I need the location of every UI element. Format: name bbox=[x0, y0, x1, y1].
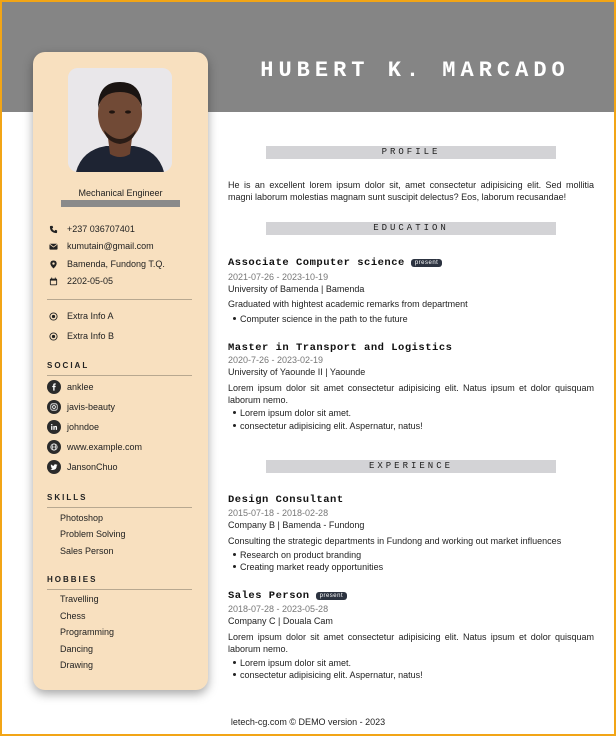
candidate-name: HUBERT K. MARCADO bbox=[260, 58, 570, 83]
hobby-item: Dancing bbox=[60, 644, 94, 654]
bullet-item: consectetur adipisicing elit. Aspernatur, natus! bbox=[240, 670, 423, 680]
experience-title-text: Design Consultant bbox=[228, 494, 344, 506]
education-heading: EDUCATION bbox=[266, 222, 556, 235]
social-link-website[interactable] bbox=[47, 440, 142, 454]
experience-desc: Lorem ipsum dolor sit amet consectetur adipisicing elit. Natus ipsum et dolor quisquam laborum nemo. bbox=[228, 632, 594, 654]
bullet-item: Research on product branding bbox=[240, 550, 362, 560]
contact-email bbox=[49, 241, 154, 251]
facebook-icon bbox=[47, 380, 61, 394]
hobbies-heading: HOBBIES bbox=[47, 575, 98, 584]
social-label: www.example.com bbox=[67, 442, 143, 452]
hobby-item: Drawing bbox=[60, 660, 94, 670]
experience-title bbox=[228, 494, 344, 506]
experience-heading: EXPERIENCE bbox=[266, 460, 556, 473]
experience-title bbox=[228, 590, 347, 602]
experience-org: Company B | Bamenda - Fundong bbox=[228, 520, 365, 530]
social-heading: SOCIAL bbox=[47, 361, 90, 370]
profile-heading: PROFILE bbox=[266, 146, 556, 159]
email-text: kumutain@gmail.com bbox=[67, 241, 154, 251]
bullet-item: Lorem ipsum dolor sit amet. bbox=[240, 658, 352, 668]
skill-item: Sales Person bbox=[60, 546, 114, 556]
hobby-item: Programming bbox=[60, 627, 115, 637]
location-pin-icon bbox=[49, 260, 58, 269]
sidebar-divider bbox=[47, 507, 192, 508]
education-title-text: Master in Transport and Logistics bbox=[228, 342, 453, 354]
education-title-text: Associate Computer science bbox=[228, 257, 405, 269]
extra-info-label: Extra Info A bbox=[67, 311, 114, 321]
bullet-item: Creating market ready opportunities bbox=[240, 562, 384, 572]
bullet-item: consectetur adipisicing elit. Aspernatur, natus! bbox=[240, 421, 423, 431]
education-title bbox=[228, 257, 442, 269]
social-label: anklee bbox=[67, 382, 94, 392]
radio-dot-icon bbox=[49, 312, 58, 321]
social-link-facebook[interactable] bbox=[47, 380, 94, 394]
skill-item: Problem Solving bbox=[60, 529, 126, 539]
social-label: javis-beauty bbox=[67, 402, 116, 412]
education-dates: 2021-07-26 - 2023-10-19 bbox=[228, 272, 329, 282]
phone-text: +237 036707401 bbox=[67, 224, 135, 234]
job-title: Mechanical Engineer bbox=[78, 188, 163, 198]
title-underline-bar bbox=[61, 200, 180, 207]
social-link-instagram[interactable] bbox=[47, 400, 115, 414]
extra-info-item bbox=[49, 331, 114, 341]
experience-dates: 2015-07-18 - 2018-02-28 bbox=[228, 508, 329, 518]
education-org: University of Yaounde II | Yaounde bbox=[228, 367, 366, 377]
experience-desc: Consulting the strategic departments in Fundong and working out market influences bbox=[228, 536, 562, 546]
social-label: johndoe bbox=[67, 422, 100, 432]
sidebar-divider bbox=[47, 299, 192, 300]
phone-icon bbox=[49, 225, 58, 234]
sidebar bbox=[33, 52, 208, 690]
contact-phone bbox=[49, 224, 135, 234]
calendar-icon bbox=[49, 277, 58, 286]
education-org: University of Bamenda | Bamenda bbox=[228, 284, 365, 294]
linkedin-icon bbox=[47, 420, 61, 434]
skill-item: Photoshop bbox=[60, 513, 104, 523]
social-link-linkedin[interactable] bbox=[47, 420, 99, 434]
present-badge: present bbox=[316, 592, 348, 600]
profile-photo bbox=[68, 68, 172, 172]
social-label: JansonChuo bbox=[67, 462, 118, 472]
globe-icon bbox=[47, 440, 61, 454]
bullet-item: Computer science in the path to the future bbox=[240, 314, 408, 324]
experience-title-text: Sales Person bbox=[228, 590, 310, 602]
hobby-item: Chess bbox=[60, 611, 86, 621]
contact-address bbox=[49, 259, 165, 269]
envelope-icon bbox=[49, 242, 58, 251]
address-text: Bamenda, Fundong T.Q. bbox=[67, 259, 165, 269]
education-desc: Lorem ipsum dolor sit amet consectetur adipisicing elit. Natus ipsum et dolor quisquam laborum nemo. bbox=[228, 383, 594, 405]
bullet-item: Lorem ipsum dolor sit amet. bbox=[240, 408, 352, 418]
footer-text: letech-cg.com © DEMO version - 2023 bbox=[230, 717, 386, 727]
instagram-icon bbox=[47, 400, 61, 414]
radio-dot-icon bbox=[49, 332, 58, 341]
skills-heading: SKILLS bbox=[47, 493, 88, 502]
sidebar-divider bbox=[47, 589, 192, 590]
hobby-item: Travelling bbox=[60, 594, 99, 604]
contact-date bbox=[49, 276, 113, 286]
social-link-twitter[interactable] bbox=[47, 460, 118, 474]
education-title bbox=[228, 342, 452, 354]
present-badge: present bbox=[411, 259, 443, 267]
extra-info-item bbox=[49, 311, 114, 321]
profile-text: He is an excellent lorem ipsum dolor sit, amet consectetur adipisicing elit. Sed mollitia magni laborum molestias magnam sunt suscipit delectus? Eos, laborum recusandae! bbox=[228, 180, 594, 202]
education-dates: 2020-7-26 - 2023-02-19 bbox=[228, 355, 324, 365]
education-desc: Graduated with hightest academic remarks from department bbox=[228, 299, 468, 309]
experience-dates: 2018-07-28 - 2023-05-28 bbox=[228, 604, 329, 614]
sidebar-divider bbox=[47, 375, 192, 376]
date-text: 2202-05-05 bbox=[67, 276, 114, 286]
extra-info-label: Extra Info B bbox=[67, 331, 115, 341]
experience-org: Company C | Douala Cam bbox=[228, 616, 333, 626]
twitter-icon bbox=[47, 460, 61, 474]
